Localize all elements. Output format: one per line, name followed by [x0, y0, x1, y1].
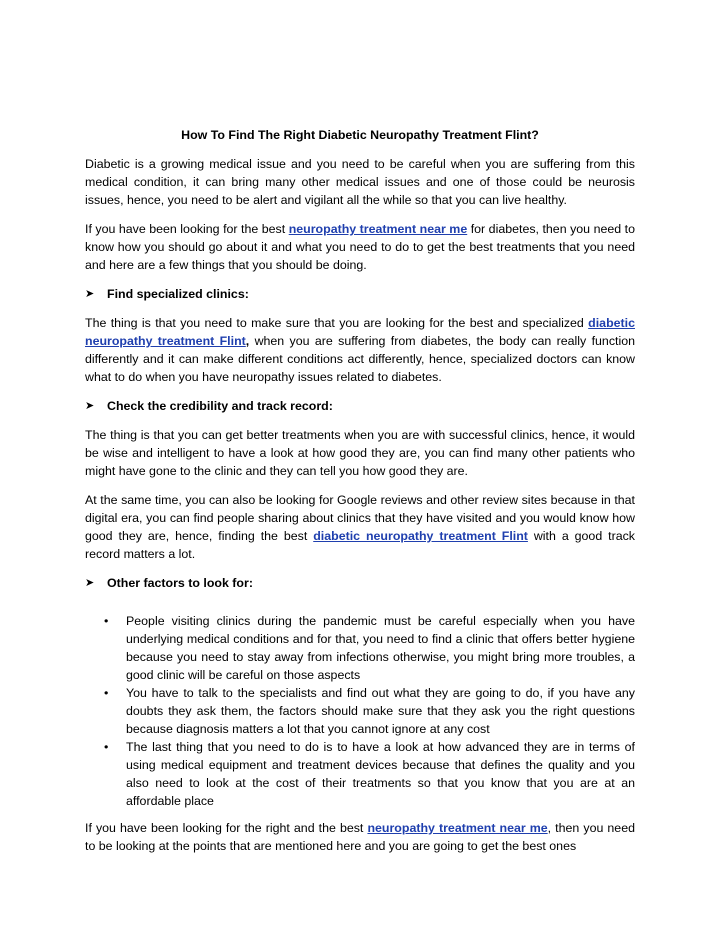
- disc-bullet-icon: •: [104, 740, 109, 754]
- link-neuropathy-treatment-near-me[interactable]: neuropathy treatment near me: [367, 821, 548, 835]
- text-run: for diabetes, then you need to know how you should go about it and what you need to do to get the best treatments that you need and here are a few things that you should be doing.: [85, 222, 635, 272]
- document-page: [85, 126, 635, 866]
- text-run: At the same time, you can also be looking for Google reviews and other review sites because in that digital era, you can find people sharing about clinics that they have visited and you would know how good they are, hence, finding the best: [85, 493, 635, 543]
- list-item: [85, 738, 635, 810]
- text-run: with a good track record matters a lot.: [85, 529, 635, 561]
- text-run: when you are suffering from diabetes, the body can really function differently and it can make different conditions act differently, hence, specialized doctors can know what to do when you have neuropathy issues related to diabetes.: [85, 334, 635, 384]
- section-heading-label: Check the credibility and track record:: [107, 399, 333, 413]
- text-run: If you have been looking for the right and the best: [85, 821, 368, 835]
- closing-paragraph: [85, 819, 635, 855]
- arrow-bullet-icon: ➤: [85, 288, 95, 300]
- section-heading-credibility: [85, 397, 635, 415]
- paragraph-better-treatments: The thing is that you can get better treatments when you are with successful clinics, hence, it would be wise and intelligent to have a look at how good they are, you can find many other patients who might have gone to the clinic and they can tell you how good they are.: [85, 428, 635, 478]
- paragraph-neuropathy-near-me: [85, 220, 635, 274]
- list-item-text: People visiting clinics during the pandemic must be careful especially when you have underlying medical conditions and for that, you need to find a clinic that offers better hygiene because you need to stay away from infections otherwise, you might bring more troubles, a good clinic will be careful on those aspects: [126, 614, 635, 682]
- paragraph-google-reviews: [85, 491, 635, 563]
- intro-paragraph: Diabetic is a growing medical issue and you need to be careful when you are suffering from this medical condition, it can bring many other medical issues and one of those could be neurosis issues, hence, you need to be alert and vigilant all the while so that you can live healthy.: [85, 157, 635, 207]
- disc-bullet-icon: •: [104, 686, 109, 700]
- list-item-text: You have to talk to the specialists and find out what they are going to do, if you have any doubts they ask them, the factors should make sure that they ask you the right questions because diagnosis matters a lot that you cannot ignore at any cost: [126, 686, 635, 736]
- link-neuropathy-treatment-near-me[interactable]: neuropathy treatment near me: [288, 222, 468, 236]
- section-heading-label: Other factors to look for:: [107, 576, 253, 590]
- text-run: The thing is that you need to make sure that you are looking for the best and specialized: [85, 316, 589, 330]
- paragraph-specialized-clinics: [85, 314, 635, 386]
- section-heading-specialized-clinics: [85, 285, 635, 303]
- arrow-bullet-icon: ➤: [85, 577, 95, 589]
- section-heading-other-factors: [85, 574, 635, 592]
- text-run: , then you need to be looking at the points that are mentioned here and you are going to get the best ones: [85, 821, 635, 853]
- document-title: How To Find The Right Diabetic Neuropathy Treatment Flint?: [181, 128, 539, 142]
- list-item: [85, 684, 635, 738]
- link-diabetic-neuropathy-treatment-flint[interactable]: diabetic neuropathy treatment Flint: [313, 529, 528, 543]
- list-item: [85, 612, 635, 684]
- section-heading-label: Find specialized clinics:: [107, 287, 249, 301]
- text-run: ,: [245, 334, 250, 348]
- disc-bullet-icon: •: [104, 614, 109, 628]
- factors-list: [85, 612, 635, 810]
- list-item-text: The last thing that you need to do is to have a look at how advanced they are in terms of using medical equipment and treatment devices because that defines the quality and you also need to look at the cost of their treatments so that you know that you are at an affordable place: [126, 740, 635, 808]
- arrow-bullet-icon: ➤: [85, 400, 95, 412]
- link-diabetic-neuropathy-treatment-flint[interactable]: diabetic neuropathy treatment Flint: [85, 316, 635, 348]
- text-run: If you have been looking for the best: [85, 222, 289, 236]
